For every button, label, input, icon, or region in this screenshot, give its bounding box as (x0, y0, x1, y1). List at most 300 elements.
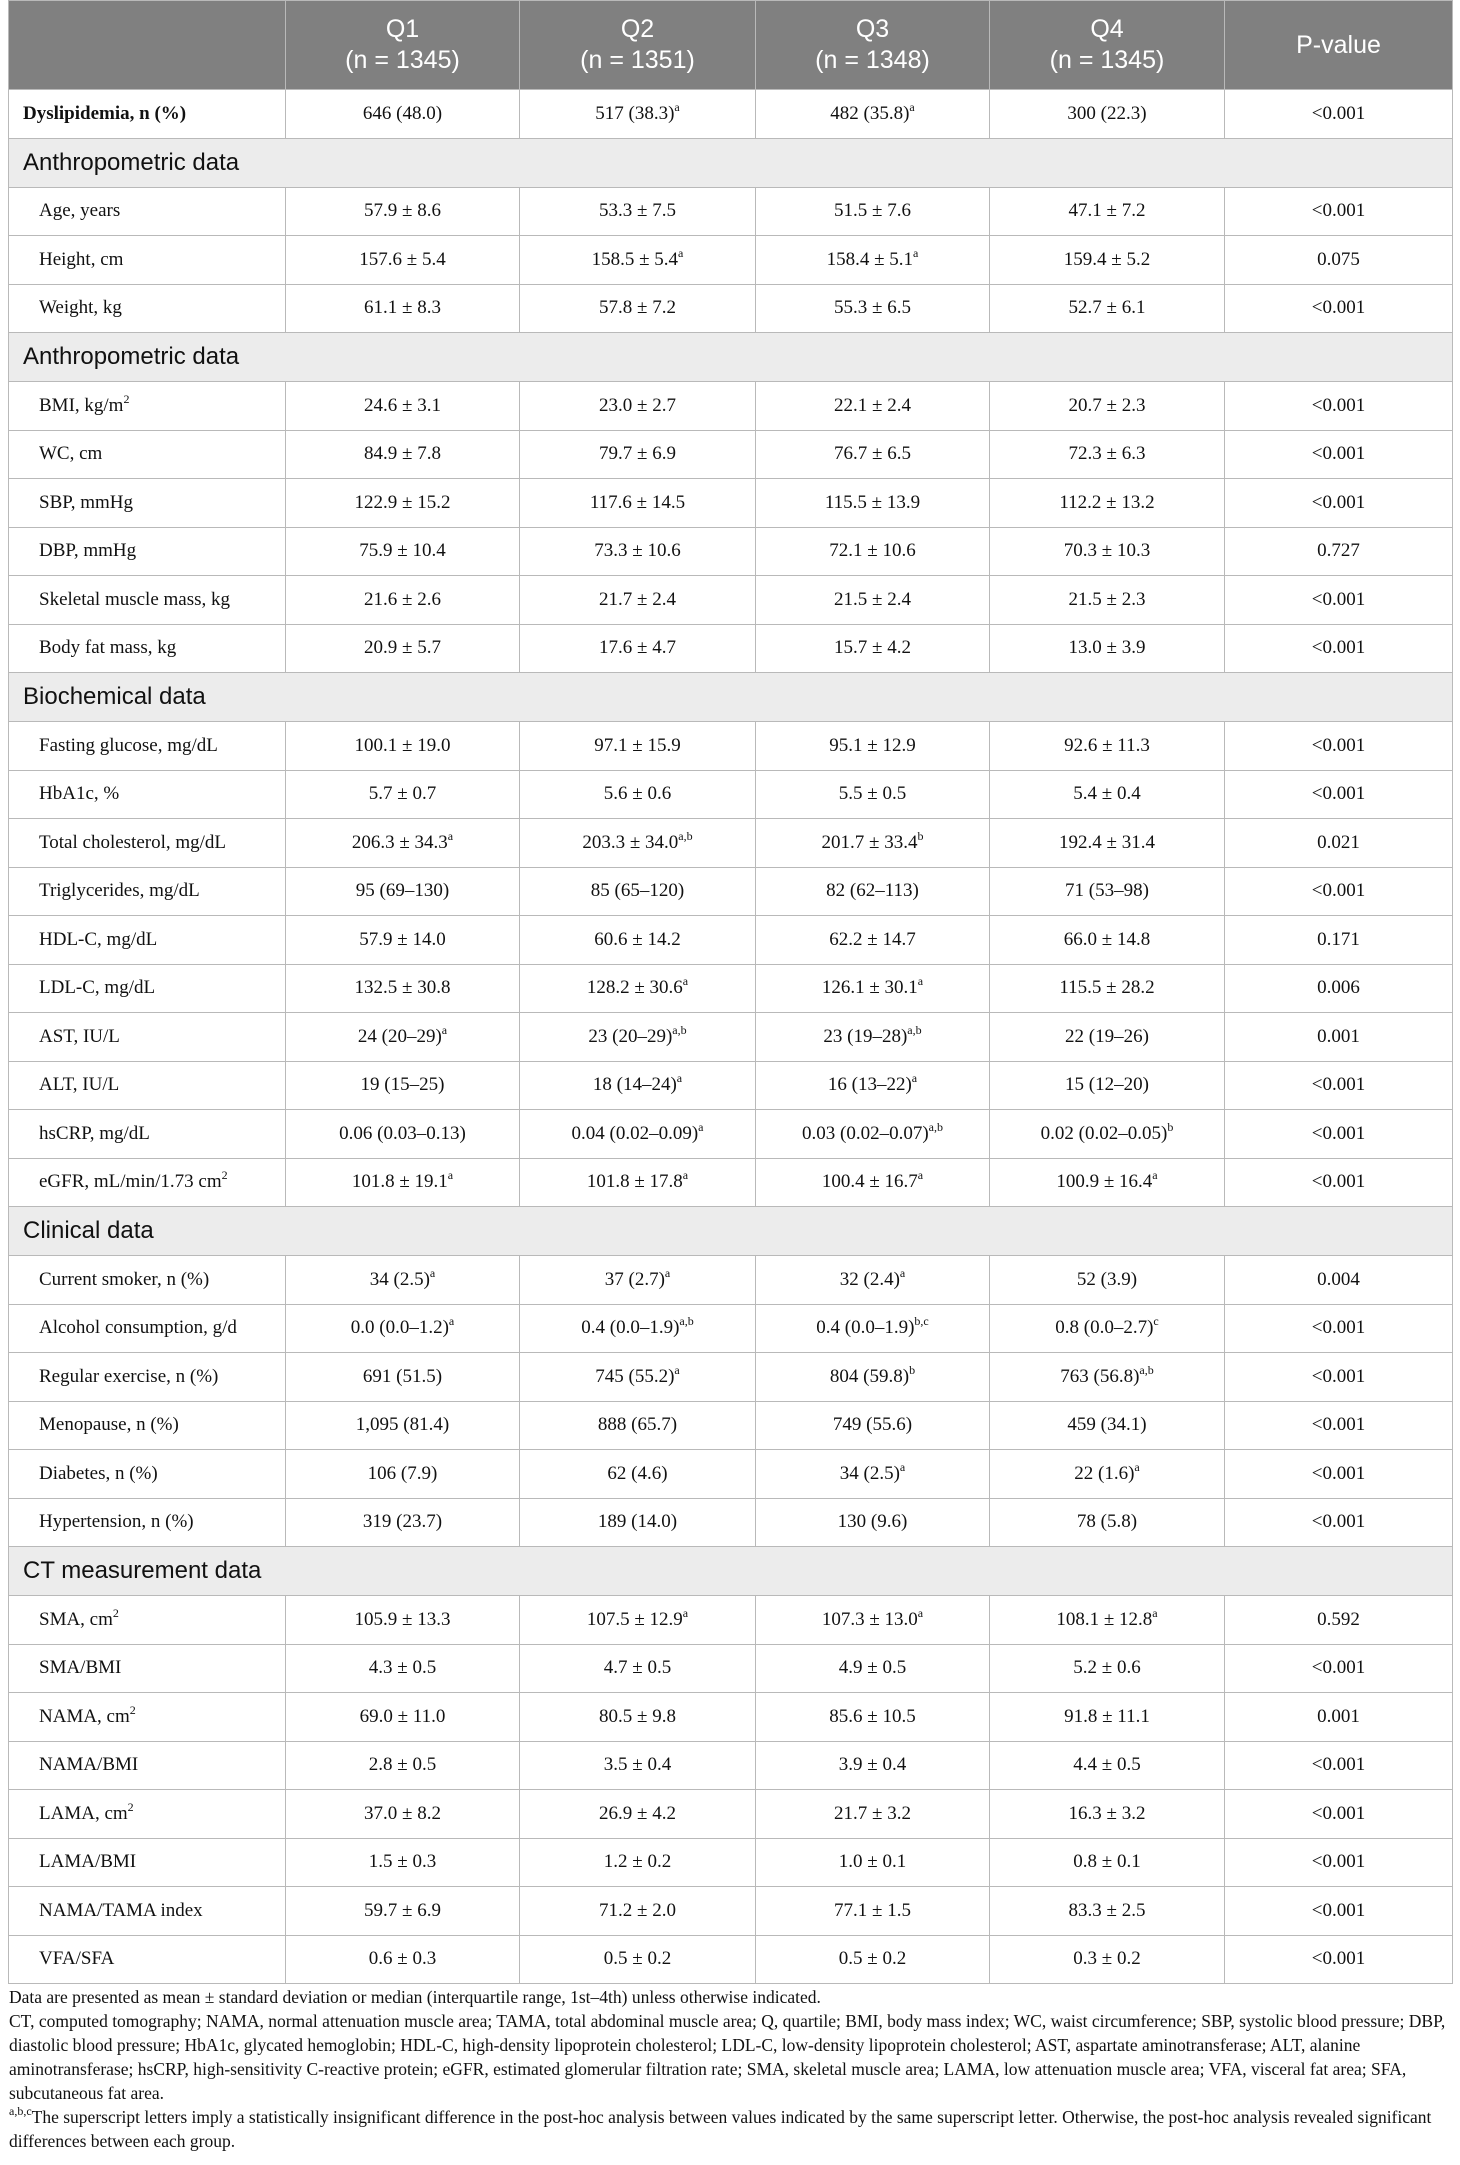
value-cell-q1 (286, 1256, 520, 1305)
row-label (9, 1790, 286, 1839)
cell-value: 4.9 ± 0.5 (838, 1657, 907, 1679)
cell-value: 300 (22.3) (1067, 102, 1147, 124)
cell-superscript: a (682, 1605, 689, 1620)
row-label (9, 527, 286, 576)
pvalue-cell: 0.004 (1225, 1256, 1453, 1305)
pvalue-cell: <0.001 (1225, 1644, 1453, 1693)
pvalue-cell: <0.001 (1225, 576, 1453, 625)
table-row (9, 819, 1453, 868)
header-q1-n: (n = 1345) (345, 46, 460, 74)
cell-value: 158.5 ± 5.4 (591, 248, 679, 270)
value-cell-q3 (756, 1304, 990, 1353)
row-label-superscript: 2 (221, 1168, 228, 1183)
value-cell-q1 (286, 1838, 520, 1887)
value-cell-q4 (990, 1158, 1225, 1207)
pvalue-cell: 0.001 (1225, 1693, 1453, 1742)
cell-value: 0.03 (0.02–0.07) (802, 1122, 929, 1144)
section-title: Clinical data (9, 1207, 1453, 1256)
value-cell-q1 (286, 1887, 520, 1936)
row-label (9, 1401, 286, 1450)
value-cell-q4 (990, 819, 1225, 868)
cell-value: 4.4 ± 0.5 (1073, 1754, 1141, 1776)
cell-value: 19 (15–25) (360, 1074, 445, 1096)
value-cell-q2 (520, 1935, 756, 1984)
cell-value: 57.8 ± 7.2 (599, 297, 676, 319)
value-cell-q4 (990, 382, 1225, 431)
pvalue-cell: <0.001 (1225, 1498, 1453, 1547)
row-label (9, 479, 286, 528)
value-cell-q2 (520, 1353, 756, 1402)
cell-value: 78 (5.8) (1076, 1511, 1138, 1533)
cell-value: 76.7 ± 6.5 (834, 443, 911, 465)
value-cell-q3 (756, 1935, 990, 1984)
row-label-text: LDL-C, mg/dL (39, 977, 156, 999)
cell-value: 3.5 ± 0.4 (603, 1754, 672, 1776)
cell-value: 107.5 ± 12.9 (586, 1608, 683, 1630)
value-cell-q2 (520, 1256, 756, 1305)
pvalue-cell: 0.075 (1225, 236, 1453, 285)
cell-value: 20.7 ± 2.3 (1068, 394, 1146, 416)
value-cell-q4 (990, 1353, 1225, 1402)
value-cell-q1 (286, 1935, 520, 1984)
value-cell-q2 (520, 236, 756, 285)
value-cell-q1 (286, 187, 520, 236)
cell-superscript: b (1167, 1119, 1174, 1134)
cell-value: 646 (48.0) (362, 102, 443, 124)
row-label (9, 1061, 286, 1110)
value-cell-q1 (286, 1158, 520, 1207)
cell-superscript: c (1153, 1314, 1159, 1329)
pvalue-cell: <0.001 (1225, 624, 1453, 673)
row-label-text: Fasting glucose, mg/dL (39, 734, 218, 756)
value-cell-q4 (990, 430, 1225, 479)
value-cell-q3 (756, 1693, 990, 1742)
value-cell-q1 (286, 964, 520, 1013)
cell-value: 53.3 ± 7.5 (599, 200, 676, 222)
header-q4 (990, 1, 1225, 90)
value-cell-q1 (286, 1353, 520, 1402)
value-cell-q1 (286, 382, 520, 431)
cell-superscript: a (917, 974, 924, 989)
cell-value: 66.0 ± 14.8 (1063, 928, 1151, 950)
row-label (9, 1935, 286, 1984)
row-label (9, 430, 286, 479)
pvalue-cell: <0.001 (1225, 1741, 1453, 1790)
value-cell-q1 (286, 576, 520, 625)
cell-value: 0.6 ± 0.3 (368, 1948, 437, 1970)
pvalue-cell: <0.001 (1225, 1304, 1453, 1353)
cell-value: 55.3 ± 6.5 (834, 297, 911, 319)
cell-value: 115.5 ± 28.2 (1059, 977, 1155, 999)
cell-superscript: a,b (672, 1022, 687, 1037)
value-cell-q2 (520, 576, 756, 625)
cell-value: 5.7 ± 0.7 (368, 783, 437, 805)
value-cell-q2 (520, 527, 756, 576)
table-row (9, 187, 1453, 236)
cell-value: 37 (2.7) (604, 1268, 665, 1290)
value-cell-q3 (756, 576, 990, 625)
cell-value: 59.7 ± 6.9 (364, 1899, 441, 1921)
cell-value: 71 (53–98) (1065, 880, 1149, 902)
value-cell-q3 (756, 1450, 990, 1499)
row-label-text: hsCRP, mg/dL (39, 1122, 150, 1144)
row-label-text: Skeletal muscle mass, kg (39, 588, 231, 610)
cell-value: 13.0 ± 3.9 (1068, 637, 1146, 659)
value-cell-q1 (286, 479, 520, 528)
cell-superscript: a,b (907, 1022, 922, 1037)
value-cell-q1 (286, 430, 520, 479)
cell-value: 91.8 ± 11.1 (1064, 1705, 1150, 1727)
table-row (9, 382, 1453, 431)
value-cell-q3 (756, 1596, 990, 1645)
value-cell-q4 (990, 1498, 1225, 1547)
cell-value: 122.9 ± 15.2 (354, 491, 451, 513)
value-cell-q4 (990, 187, 1225, 236)
cell-value: 26.9 ± 4.2 (599, 1802, 676, 1824)
cell-value: 24 (20–29) (357, 1025, 442, 1047)
value-cell-q2 (520, 867, 756, 916)
table-row (9, 1401, 1453, 1450)
cell-value: 0.5 ± 0.2 (603, 1948, 672, 1970)
cell-superscript: a (1152, 1605, 1158, 1620)
value-cell-q4 (990, 1304, 1225, 1353)
cell-value: 0.8 (0.0–2.7) (1055, 1317, 1154, 1339)
value-cell-q3 (756, 382, 990, 431)
row-label (9, 1838, 286, 1887)
value-cell-q2 (520, 1498, 756, 1547)
cell-value: 51.5 ± 7.6 (834, 200, 911, 222)
table-row (9, 1450, 1453, 1499)
section-row (9, 1547, 1453, 1596)
pvalue-cell: <0.001 (1225, 479, 1453, 528)
cell-value: 69.0 ± 11.0 (359, 1705, 446, 1727)
value-cell-q1 (286, 1498, 520, 1547)
cell-value: 21.7 ± 3.2 (834, 1802, 911, 1824)
cell-value: 126.1 ± 30.1 (821, 977, 918, 999)
value-cell-q2 (520, 1110, 756, 1159)
row-label-text: Alcohol consumption, g/d (39, 1317, 237, 1339)
row-label-text: LAMA/BMI (39, 1851, 137, 1873)
value-cell-q3 (756, 284, 990, 333)
value-cell-q3 (756, 1158, 990, 1207)
value-cell-q3 (756, 430, 990, 479)
cell-value: 83.3 ± 2.5 (1068, 1899, 1146, 1921)
value-cell-q4 (990, 964, 1225, 1013)
cell-value: 97.1 ± 15.9 (594, 734, 681, 756)
value-cell-q1 (286, 1110, 520, 1159)
table-row (9, 722, 1453, 771)
cell-superscript: a (676, 1071, 683, 1086)
cell-value: 0.04 (0.02–0.09) (571, 1122, 699, 1144)
cell-value: 84.9 ± 7.8 (364, 443, 441, 465)
cell-value: 32 (2.4) (839, 1268, 900, 1290)
table-footnotes (8, 1985, 1452, 2153)
pvalue-cell: <0.001 (1225, 1838, 1453, 1887)
cell-value: 0.02 (0.02–0.05) (1040, 1122, 1168, 1144)
value-cell-q2 (520, 1741, 756, 1790)
value-cell-q2 (520, 382, 756, 431)
table-row (9, 1061, 1453, 1110)
table-row (9, 236, 1453, 285)
cell-superscript: a (899, 1265, 906, 1280)
value-cell-q2 (520, 624, 756, 673)
cell-value: 159.4 ± 5.2 (1063, 248, 1151, 270)
value-cell-q1 (286, 284, 520, 333)
cell-value: 100.4 ± 16.7 (821, 1171, 918, 1193)
header-row (9, 1, 1453, 90)
cell-value: 4.7 ± 0.5 (603, 1657, 672, 1679)
table-row (9, 1741, 1453, 1790)
value-cell-q1 (286, 867, 520, 916)
cell-value: 0.0 (0.0–1.2) (350, 1317, 449, 1339)
value-cell-q4 (990, 1013, 1225, 1062)
row-label (9, 1644, 286, 1693)
table-row (9, 964, 1453, 1013)
value-cell-q3 (756, 819, 990, 868)
cell-superscript: a (917, 1605, 924, 1620)
cell-value: 80.5 ± 9.8 (599, 1705, 676, 1727)
value-cell-q3 (756, 187, 990, 236)
cell-value: 37.0 ± 8.2 (364, 1802, 441, 1824)
cell-value: 745 (55.2) (595, 1365, 675, 1387)
value-cell-q2 (520, 284, 756, 333)
value-cell-q2 (520, 1596, 756, 1645)
cell-value: 72.1 ± 10.6 (829, 540, 916, 562)
cell-value: 763 (56.8) (1060, 1365, 1140, 1387)
value-cell-q4 (990, 1838, 1225, 1887)
value-cell-q2 (520, 1061, 756, 1110)
value-cell-q2 (520, 479, 756, 528)
row-label-text: Total cholesterol, mg/dL (39, 831, 227, 853)
value-cell-q1 (286, 1790, 520, 1839)
cell-value: 16 (13–22) (827, 1074, 912, 1096)
value-cell-q1 (286, 1061, 520, 1110)
row-label (9, 576, 286, 625)
cell-value: 52 (3.9) (1076, 1268, 1138, 1290)
cell-superscript: a (429, 1265, 436, 1280)
cell-value: 0.4 (0.0–1.9) (816, 1317, 915, 1339)
row-label (9, 964, 286, 1013)
cell-superscript: a,b (1139, 1362, 1154, 1377)
value-cell-q3 (756, 770, 990, 819)
value-cell-q1 (286, 1644, 520, 1693)
table-row (9, 1935, 1453, 1984)
row-label-text: BMI, kg/m (39, 394, 124, 416)
pvalue-cell: <0.001 (1225, 1450, 1453, 1499)
value-cell-q4 (990, 1790, 1225, 1839)
row-label (9, 722, 286, 771)
row-label-text: NAMA/TAMA index (39, 1899, 203, 1921)
value-cell-q3 (756, 1790, 990, 1839)
cell-value: 18 (14–24) (592, 1074, 677, 1096)
table-row (9, 479, 1453, 528)
value-cell-q3 (756, 1644, 990, 1693)
value-cell-q3 (756, 527, 990, 576)
cell-value: 1.2 ± 0.2 (603, 1851, 672, 1873)
cell-superscript: a (447, 828, 454, 843)
value-cell-q4 (990, 624, 1225, 673)
row-label (9, 770, 286, 819)
pvalue-cell: <0.001 (1225, 382, 1453, 431)
row-label (9, 90, 286, 139)
pvalue-cell: <0.001 (1225, 1353, 1453, 1402)
value-cell-q4 (990, 1887, 1225, 1936)
value-cell-q4 (990, 1110, 1225, 1159)
value-cell-q3 (756, 479, 990, 528)
row-label (9, 1158, 286, 1207)
table-row (9, 770, 1453, 819)
cell-value: 62 (4.6) (607, 1462, 668, 1484)
row-label-text: Menopause, n (%) (39, 1414, 179, 1436)
value-cell-q2 (520, 722, 756, 771)
footnote-superscript-marker: a,b,c (9, 2104, 32, 2118)
row-label (9, 867, 286, 916)
row-label-text: Body fat mass, kg (39, 637, 177, 659)
header-q1 (286, 1, 520, 90)
cell-value: 5.4 ± 0.4 (1073, 783, 1141, 805)
header-q3-n: (n = 1348) (815, 46, 930, 74)
cell-value: 0.4 (0.0–1.9) (581, 1317, 680, 1339)
row-label (9, 916, 286, 965)
pvalue-cell: 0.006 (1225, 964, 1453, 1013)
cell-value: 3.9 ± 0.4 (838, 1754, 907, 1776)
table-wrapper (8, 0, 1452, 2153)
cell-value: 79.7 ± 6.9 (599, 443, 676, 465)
cell-value: 22 (1.6) (1074, 1462, 1135, 1484)
value-cell-q3 (756, 90, 990, 139)
value-cell-q4 (990, 722, 1225, 771)
row-label-text: Current smoker, n (%) (39, 1268, 210, 1290)
cell-superscript: b (917, 828, 924, 843)
cell-value: 804 (59.8) (829, 1365, 910, 1387)
value-cell-q3 (756, 1353, 990, 1402)
row-label (9, 819, 286, 868)
pvalue-cell: <0.001 (1225, 1790, 1453, 1839)
row-label (9, 1353, 286, 1402)
cell-value: 2.8 ± 0.5 (368, 1754, 437, 1776)
cell-value: 128.2 ± 30.6 (586, 977, 683, 999)
value-cell-q4 (990, 284, 1225, 333)
pvalue-cell: 0.021 (1225, 819, 1453, 868)
value-cell-q3 (756, 964, 990, 1013)
row-label-text: WC, cm (39, 443, 103, 465)
table-row (9, 1110, 1453, 1159)
cell-value: 106 (7.9) (367, 1462, 438, 1484)
cell-value: 108.1 ± 12.8 (1056, 1608, 1153, 1630)
table-body (9, 90, 1453, 1984)
cell-value: 95 (69–130) (355, 880, 450, 902)
value-cell-q4 (990, 770, 1225, 819)
value-cell-q3 (756, 1838, 990, 1887)
value-cell-q2 (520, 187, 756, 236)
cell-value: 22.1 ± 2.4 (834, 394, 911, 416)
pvalue-cell: 0.592 (1225, 1596, 1453, 1645)
cell-value: 75.9 ± 10.4 (359, 540, 446, 562)
table-row (9, 1693, 1453, 1742)
cell-value: 1.5 ± 0.3 (368, 1851, 437, 1873)
cell-value: 203.3 ± 34.0 (582, 831, 679, 853)
value-cell-q1 (286, 1304, 520, 1353)
row-label-superscript: 2 (112, 1605, 119, 1620)
value-cell-q2 (520, 1401, 756, 1450)
cell-value: 517 (38.3) (595, 102, 675, 124)
table-row (9, 867, 1453, 916)
cell-value: 52.7 ± 6.1 (1068, 297, 1146, 319)
pvalue-cell: 0.727 (1225, 527, 1453, 576)
value-cell-q3 (756, 867, 990, 916)
value-cell-q2 (520, 430, 756, 479)
value-cell-q4 (990, 479, 1225, 528)
value-cell-q1 (286, 819, 520, 868)
section-row (9, 1207, 1453, 1256)
cell-value: 24.6 ± 3.1 (364, 394, 441, 416)
pvalue-cell: <0.001 (1225, 770, 1453, 819)
value-cell-q1 (286, 527, 520, 576)
table-row (9, 624, 1453, 673)
value-cell-q4 (990, 1693, 1225, 1742)
value-cell-q4 (990, 1401, 1225, 1450)
row-label (9, 1304, 286, 1353)
table-row (9, 1353, 1453, 1402)
value-cell-q4 (990, 576, 1225, 625)
pvalue-cell: <0.001 (1225, 1935, 1453, 1984)
cell-value: 21.5 ± 2.4 (834, 588, 911, 610)
row-label-text: NAMA, cm (39, 1705, 130, 1727)
cell-value: 157.6 ± 5.4 (359, 248, 446, 270)
value-cell-q3 (756, 1887, 990, 1936)
table-row (9, 1644, 1453, 1693)
cell-value: 95.1 ± 12.9 (829, 734, 916, 756)
value-cell-q3 (756, 1110, 990, 1159)
value-cell-q2 (520, 1838, 756, 1887)
row-label-text: Regular exercise, n (%) (39, 1365, 219, 1387)
value-cell-q2 (520, 1304, 756, 1353)
cell-value: 0.3 ± 0.2 (1073, 1948, 1141, 1970)
header-q4-n: (n = 1345) (1049, 46, 1165, 74)
value-cell-q3 (756, 1061, 990, 1110)
section-row (9, 138, 1453, 187)
row-label (9, 1693, 286, 1742)
table-row (9, 430, 1453, 479)
value-cell-q1 (286, 1693, 520, 1742)
cell-value: 101.8 ± 17.8 (586, 1171, 683, 1193)
cell-value: 60.6 ± 14.2 (594, 928, 681, 950)
cell-superscript: b,c (914, 1314, 929, 1329)
value-cell-q3 (756, 916, 990, 965)
pvalue-cell: <0.001 (1225, 1887, 1453, 1936)
value-cell-q3 (756, 1498, 990, 1547)
cell-value: 112.2 ± 13.2 (1059, 491, 1155, 513)
pvalue-cell: <0.001 (1225, 722, 1453, 771)
row-label-text: Height, cm (39, 248, 124, 270)
section-row (9, 333, 1453, 382)
row-label (9, 187, 286, 236)
cell-superscript: a (1152, 1168, 1158, 1183)
cell-superscript: a (682, 1168, 689, 1183)
row-label-text: NAMA/BMI (39, 1754, 139, 1776)
table-row (9, 527, 1453, 576)
table-row (9, 1304, 1453, 1353)
value-cell-q4 (990, 527, 1225, 576)
row-label-text: SMA, cm (39, 1608, 113, 1630)
row-label-text: SMA/BMI (39, 1657, 122, 1679)
cell-value: 105.9 ± 13.3 (354, 1608, 451, 1630)
cell-value: 100.1 ± 19.0 (354, 734, 451, 756)
cell-value: 459 (34.1) (1067, 1414, 1147, 1436)
cell-value: 92.6 ± 11.3 (1064, 734, 1150, 756)
cell-superscript: a (682, 974, 689, 989)
header-q2-n: (n = 1351) (580, 46, 695, 74)
